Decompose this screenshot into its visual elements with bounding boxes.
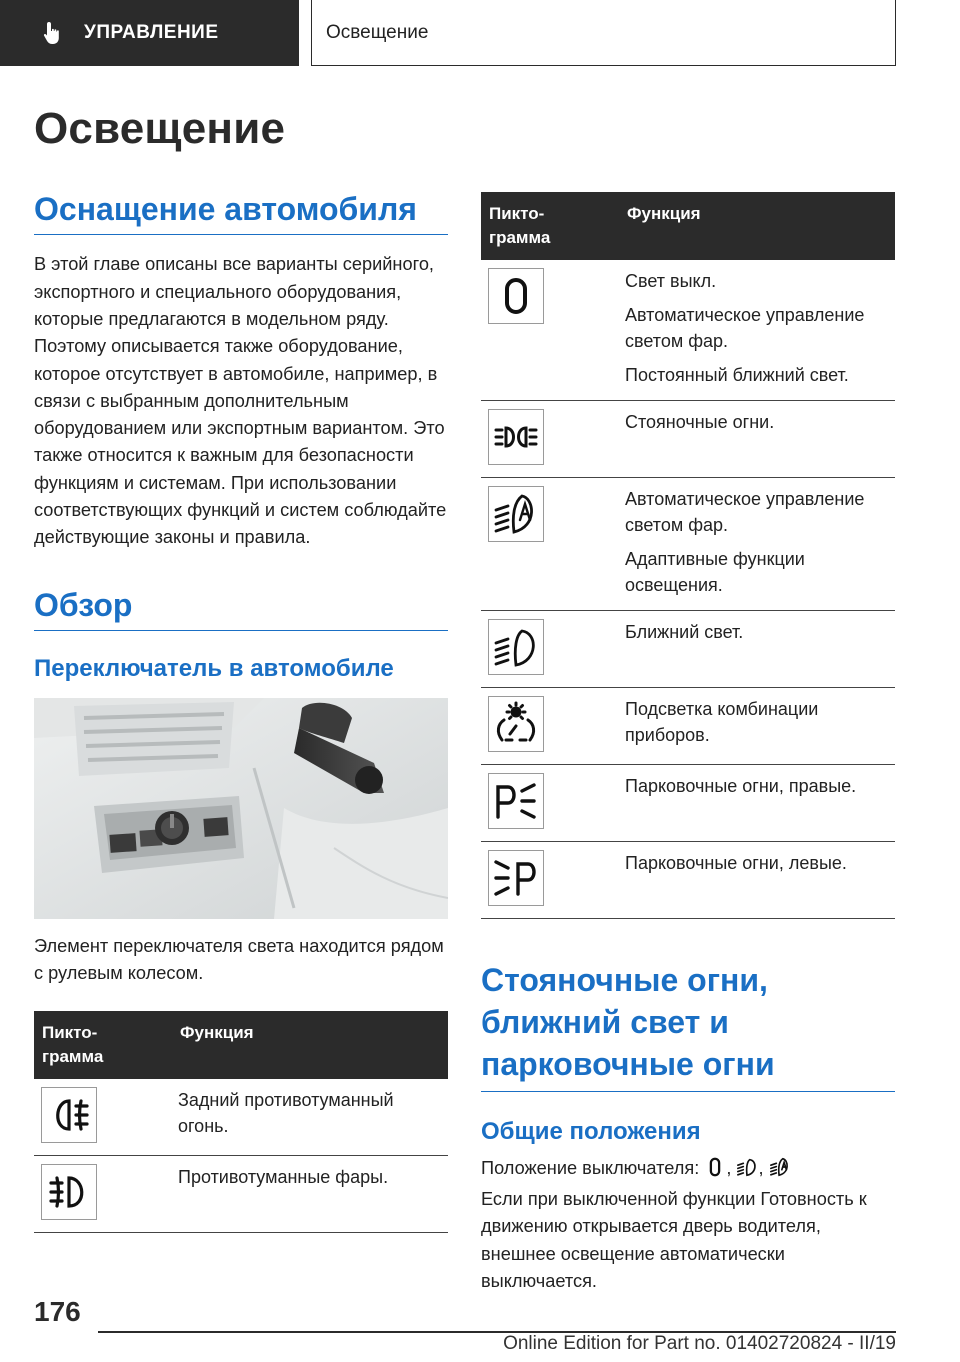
edition-footer: Online Edition for Part no. 01402720824 - II/19: [503, 1333, 896, 1354]
low-beam-icon: [492, 623, 540, 671]
right-column: [481, 192, 895, 1295]
parking-light-left-icon: [492, 854, 540, 902]
chapter-tab-label: Освещение: [326, 21, 429, 43]
overview-heading: Обзор: [34, 586, 448, 631]
function-text: Противотуманные фары.: [178, 1167, 389, 1188]
equipment-text: В этой главе описаны все варианты серийного, экспортного и специального оборудования, которые предлагаются в модельном ряду. Поэтому описывается также оборудование, которое отсутствует в автомобиле, например, в связи с выбранным дополнительным оборудованием или экспортным вариантом. Это также относится к важным для безопасности функциям и системам. При использовании соответствующих функций и систем соблюдайте действующие законы и правила.: [34, 254, 447, 548]
lights-off-zero-icon: [704, 1156, 726, 1178]
table-row: [481, 765, 895, 842]
general-text: Если при выключенной функции Готовность к движению открывается дверь водителя, внешнее освещение автоматически выключается.: [481, 1189, 867, 1291]
function-text: Парковочные огни, левые.: [625, 853, 847, 873]
table-row: [481, 688, 895, 765]
page-number: 176: [34, 1296, 81, 1327]
table-row: [481, 611, 895, 688]
parking-lights-icon: [492, 413, 540, 461]
left-column: [34, 190, 448, 1233]
function-text: Автоматическое управление светом фар.: [625, 489, 865, 535]
chapter-tab[interactable]: [311, 0, 896, 66]
low-beam-icon: [736, 1156, 758, 1178]
col-pictogram-header: Пикто- грамма: [34, 1011, 172, 1079]
auto-headlight-icon: [492, 490, 540, 538]
section-tab-label: УПРАВЛЕНИЕ: [84, 22, 219, 43]
function-text: Парковочные огни, правые.: [625, 776, 857, 796]
table-row: [481, 842, 895, 919]
table-row: [34, 1156, 448, 1233]
table-row: [481, 260, 895, 401]
top-bar: [0, 0, 960, 66]
switch-caption: Элемент переключателя света находится рядом с рулевым колесом.: [34, 935, 444, 984]
general-heading: Общие положения: [481, 1118, 701, 1145]
table-row: [481, 478, 895, 611]
positions-separator: ,: [726, 1157, 732, 1178]
function-text: Адаптивные функции освещения.: [625, 549, 805, 595]
front-fog-light-icon: [45, 1168, 93, 1216]
switch-heading: Переключатель в автомобиле: [34, 655, 394, 683]
table-header-row: [481, 192, 895, 260]
parking-light-right-icon: [492, 777, 540, 825]
light-switch-illustration: [34, 698, 448, 919]
left-pictogram-table: [34, 1011, 448, 1233]
col-function-header: Функция: [172, 1011, 448, 1079]
table-row: [481, 401, 895, 478]
equipment-heading: Оснащение автомобиля: [34, 190, 448, 235]
col-function-header: Функция: [619, 192, 895, 260]
switch-positions: [481, 1155, 895, 1182]
instrument-lighting-icon: [492, 700, 540, 748]
rear-fog-light-icon: [45, 1091, 93, 1139]
table-header-row: [34, 1011, 448, 1079]
function-text: Стояночные огни.: [625, 412, 775, 432]
right-pictogram-table: [481, 192, 895, 919]
function-text: Постоянный ближний свет.: [625, 365, 849, 385]
function-text: Свет выкл.: [625, 271, 717, 291]
section-tab[interactable]: [0, 0, 299, 66]
positions-label: Положение выключателя:: [481, 1157, 700, 1178]
lights-heading: Стояночные огни, ближний свет и парковочные огни: [481, 959, 895, 1092]
positions-separator: ,: [758, 1157, 764, 1178]
page-title: Освещение: [34, 104, 286, 153]
table-row: [34, 1079, 448, 1156]
function-text: Ближний свет.: [625, 622, 744, 642]
function-text: Автоматическое управление светом фар.: [625, 305, 865, 351]
lights-off-zero-icon: [492, 272, 540, 320]
function-text: Подсветка комбинации приборов.: [625, 699, 819, 745]
function-text: Задний противотуманный огонь.: [178, 1090, 394, 1137]
col-pictogram-header: Пикто- грамма: [481, 192, 619, 260]
auto-headlight-icon: [769, 1156, 791, 1178]
light-switch-photo: [34, 698, 448, 919]
pointing-hand-icon: [40, 20, 66, 46]
